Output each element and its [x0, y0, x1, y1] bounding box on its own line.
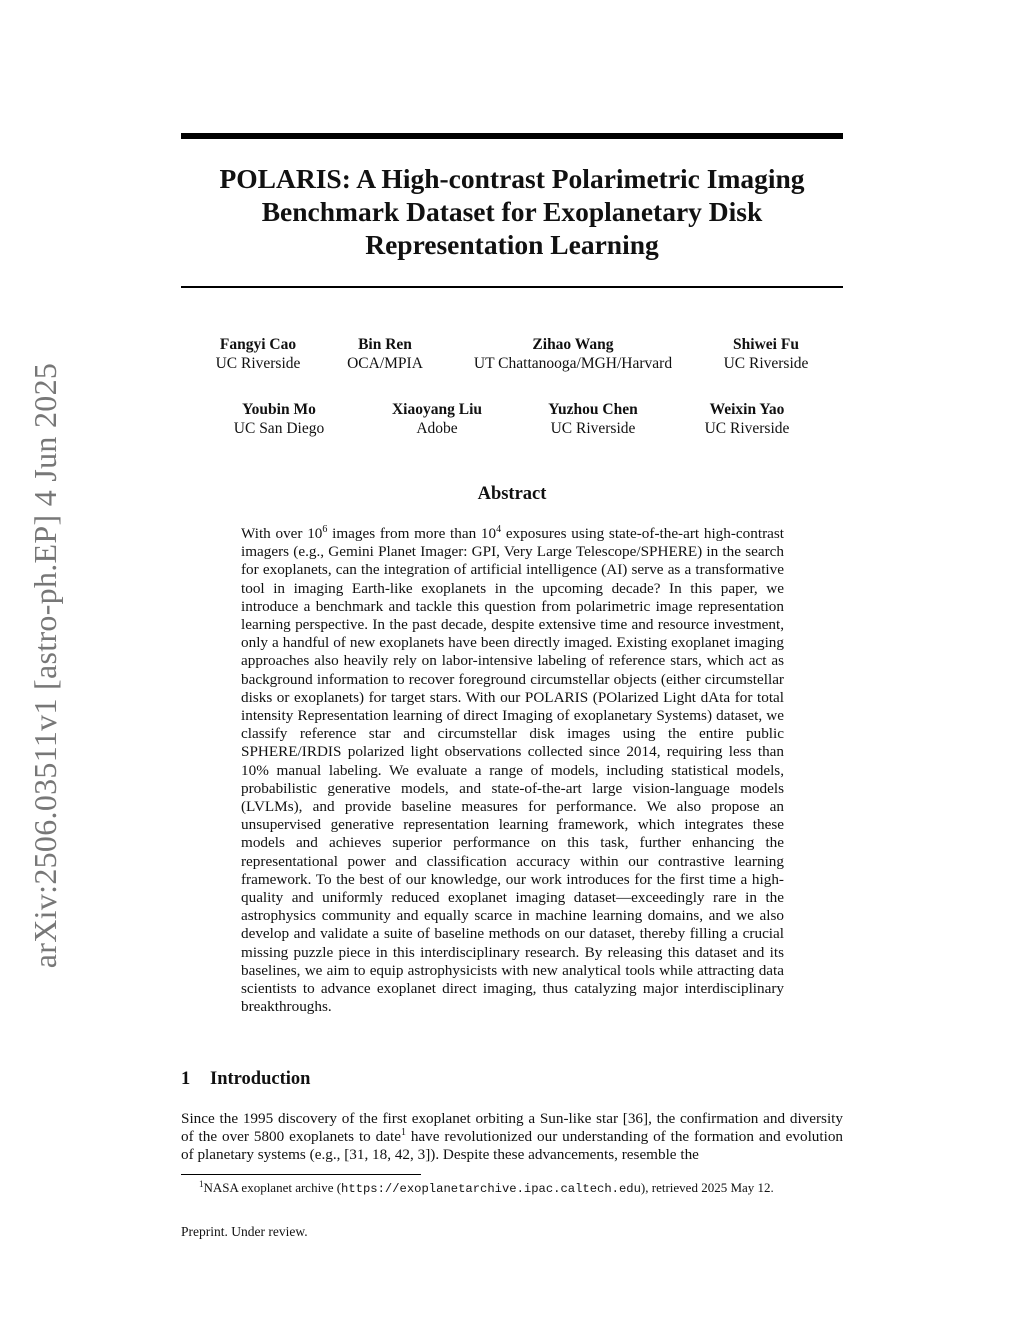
- section-heading-introduction: [181, 1069, 843, 1090]
- footnote-separator: [181, 1174, 421, 1175]
- author-affiliation: UC Riverside: [704, 420, 790, 437]
- author-block: [198, 335, 318, 373]
- intro-text-after: have revolutionized our understanding of the formation and evolution of planetary systems (e.g., [31, 18, 42, 3]). Despite these advancements, resemble the: [181, 1128, 844, 1164]
- author-affiliation: UC Riverside: [723, 355, 809, 372]
- abstract-superscript-1: 6: [322, 524, 328, 535]
- footnote-mark: 1: [199, 1179, 204, 1189]
- paper-title: [181, 162, 843, 261]
- author-affiliation: Adobe: [416, 420, 458, 437]
- author-name: Yuzhou Chen: [548, 401, 638, 418]
- author-block: [377, 400, 497, 438]
- abstract-text: [241, 525, 784, 1016]
- author-block: [533, 400, 653, 438]
- title-line-1: POLARIS: A High-contrast Polarimetric Imaging: [219, 163, 805, 194]
- author-block: [706, 335, 826, 373]
- footnote: [181, 1180, 843, 1197]
- footnote-suffix: ), retrieved 2025 May 12.: [640, 1180, 774, 1195]
- author-affiliation: UT Chattanooga/MGH/Harvard: [473, 355, 673, 372]
- author-block: [219, 400, 339, 438]
- title-bottom-rule: [181, 286, 843, 288]
- title-top-rule: [181, 133, 843, 139]
- author-affiliation: UC Riverside: [550, 420, 636, 437]
- author-block: [330, 335, 440, 373]
- author-name: Xiaoyang Liu: [391, 401, 482, 418]
- footnote-prefix: NASA exoplanet archive (: [203, 1180, 342, 1195]
- author-name: Fangyi Cao: [219, 336, 297, 353]
- author-name: Youbin Mo: [242, 401, 316, 418]
- intro-text-before: Since the 1995 discovery of the first exoplanet orbiting a Sun-like star [36], the confirmation and diversity of the over 5800 exoplanets to date: [181, 1110, 843, 1146]
- abstract-heading: Abstract: [477, 484, 547, 504]
- footnote-url-link[interactable]: https://exoplanetarchive.ipac.caltech.edu: [341, 1182, 641, 1196]
- section-title: Introduction: [210, 1069, 311, 1089]
- author-affiliation: UC San Diego: [233, 420, 325, 437]
- author-affiliation: OCA/MPIA: [347, 355, 423, 372]
- arxiv-identifier-stamp: [26, 345, 66, 985]
- author-name: Bin Ren: [358, 336, 412, 353]
- introduction-text: [181, 1110, 843, 1165]
- preprint-note: Preprint. Under review.: [181, 1224, 308, 1239]
- title-line-2: Benchmark Dataset for Exoplanetary Disk: [261, 196, 763, 227]
- author-name: Weixin Yao: [709, 401, 785, 418]
- author-name: Shiwei Fu: [733, 336, 799, 353]
- author-name: Zihao Wang: [532, 336, 614, 353]
- abstract-lead-1: With over 10: [241, 525, 323, 542]
- section-number: 1: [181, 1069, 191, 1089]
- author-block: [687, 400, 807, 438]
- abstract-main-text: exposures using state-of-the-art high-contrast imagers (e.g., Gemini Planet Imager: GPI, Very Large Telescope/SPHERE) in the search for exoplanets, can the integration of artificial intelligence (AI) serve as a transformative tool in imaging Earth-like exoplanets in the upcoming decade? In this paper, we introduce a benchmark and tackle this question from polarimetric image representation learning perspective. In the past decade, despite extensive time and resource investment, only a handful of new exoplanets have been directly imaged. Existing exoplanet imaging approaches also heavily rely on labor-intensive labeling of reference stars, which act as background information to recover foreground circumstellar objects (either circumstellar disks or exoplanets) for target stars. With our POLARIS (POlarized Light dAta for total intensity Representation learning of direct Imaging of exoplanetary Systems) dataset, we classify reference star and circumstellar disk images using the entire public SPHERE/IRDIS polarized light observations collected since 2014, requiring less than 10% manual labeling. We evaluate a range of models, including statistical models, probabilistic generative models, and state-of-the-art large vision-language models (LVLMs), and provide baseline measures for performance. We also propose an unsupervised generative representation learning framework, which integrates these models and achieves superior performance on this task, further enhancing the representational power and classification accuracy within our contrastive learning framework. To the best of our knowledge, our work introduces for the first time a high-quality and uniformly reduced exoplanet imaging dataset—exceedingly rare in the astrophysics community and equally scarce in machine learning domains, and we also develop and validate a suite of baseline methods on our dataset, thereby filling a crucial missing puzzle piece in this interdisciplinary research. By releasing this dataset and its baselines, we aim to equip astrophysicists with new analytical tools while attracting data scientists to advance exoplanet direct imaging, thus catalyzing major interdisciplinary breakthroughs.: [241, 525, 784, 1016]
- author-affiliation: UC Riverside: [215, 355, 301, 372]
- arxiv-identifier-text: arXiv:2506.03511v1 [astro-ph.EP] 4 Jun 2025: [27, 362, 64, 968]
- footnote-reference[interactable]: 1: [400, 1127, 406, 1139]
- abstract-lead-2: images from more than 10: [327, 525, 497, 542]
- title-line-3: Representation Learning: [365, 229, 659, 260]
- author-block: [453, 335, 693, 373]
- abstract-superscript-2: 4: [496, 524, 502, 535]
